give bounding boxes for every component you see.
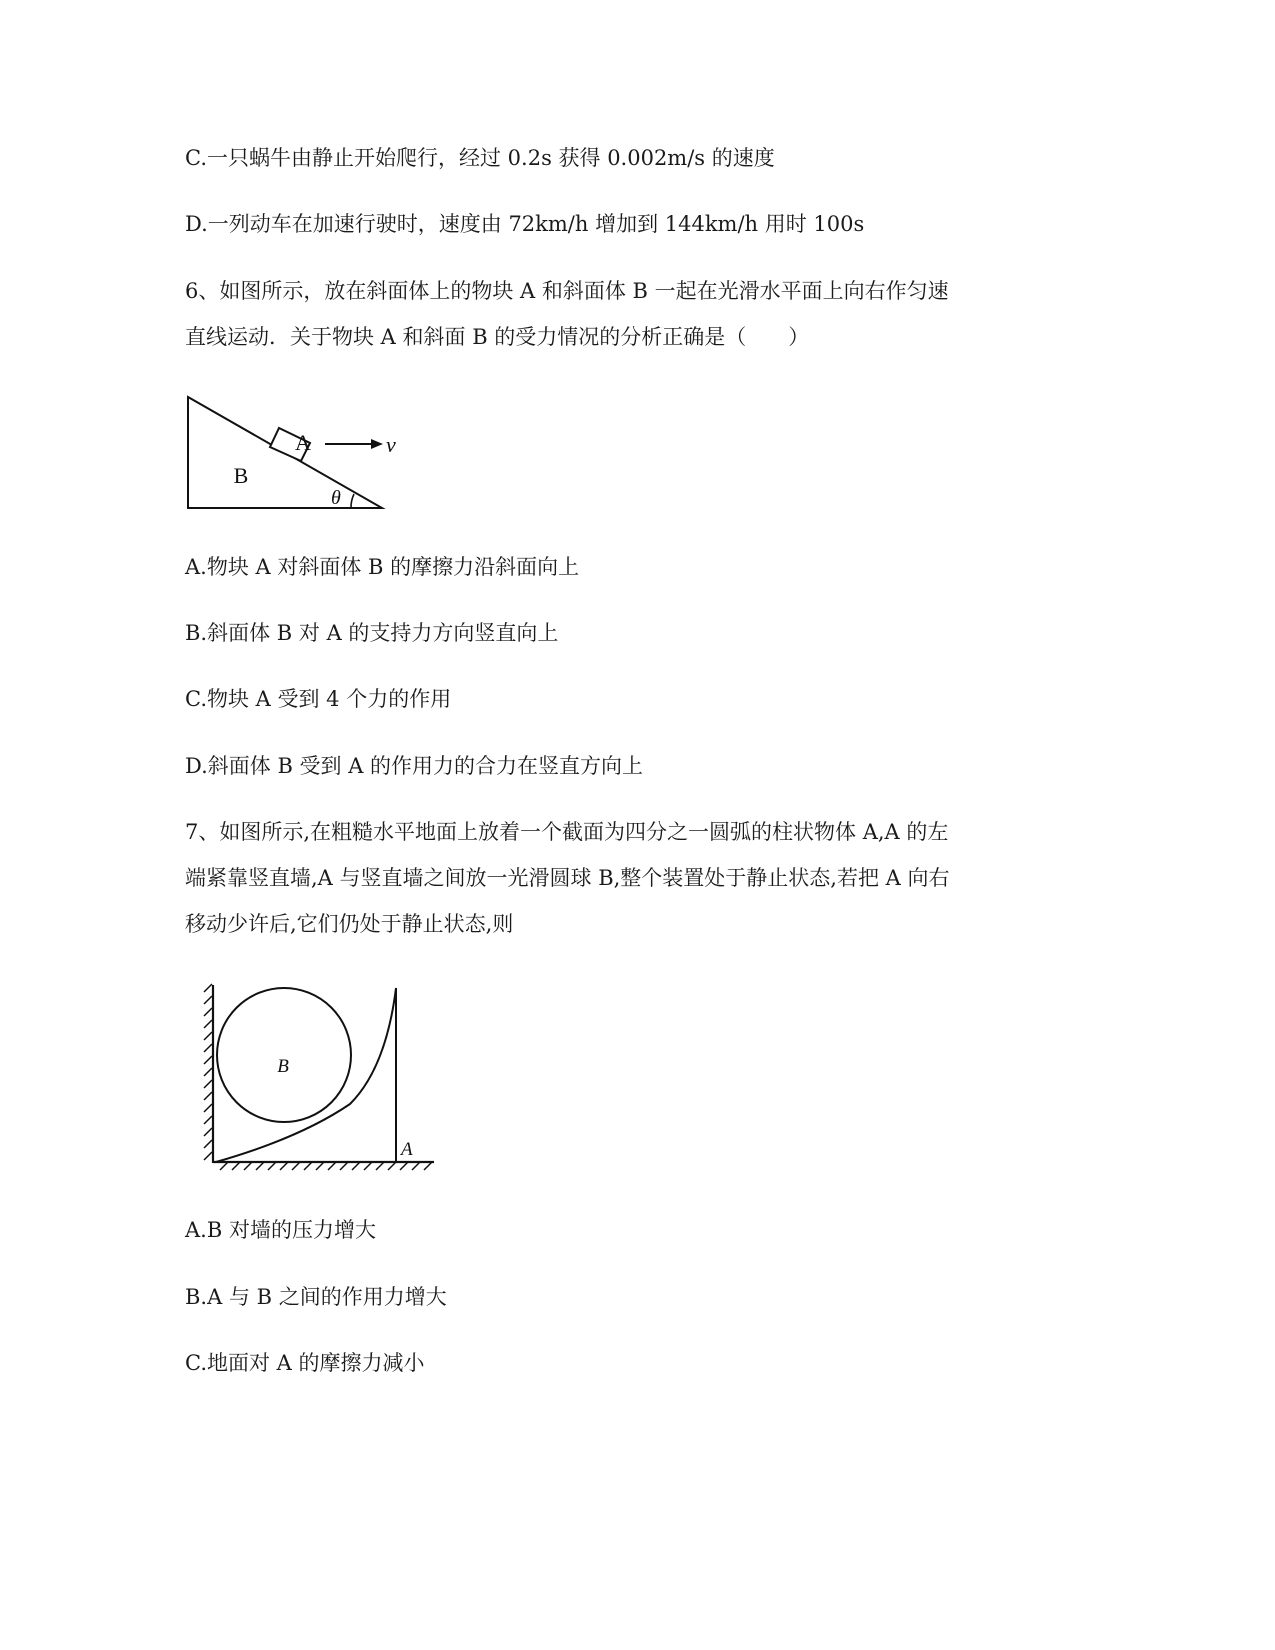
velocity-arrowhead bbox=[371, 439, 383, 449]
q6-figure-incline bbox=[180, 390, 410, 515]
q7-stem-line-2: 端紧靠竖直墙,A 与竖直墙之间放一光滑圆球 B,整个装置处于静止状态,若把 A 向右 bbox=[185, 866, 950, 890]
q5-option-d: D.一列动车在加速行驶时，速度由 72km/h 增加到 144km/h 用时 100s bbox=[185, 212, 865, 236]
q6-option-d: D.斜面体 B 受到 A 的作用力的合力在竖直方向上 bbox=[185, 754, 644, 778]
q6-option-a: A.物块 A 对斜面体 B 的摩擦力沿斜面向上 bbox=[185, 555, 580, 579]
q6-stem-line-1: 6、如图所示，放在斜面体上的物块 A 和斜面体 B 一起在光滑水平面上向右作匀速 bbox=[185, 279, 949, 303]
ball-b bbox=[217, 988, 351, 1122]
wedge-b-label: B bbox=[233, 463, 249, 488]
q7-stem-line-1: 7、如图所示,在粗糙水平地面上放着一个截面为四分之一圆弧的柱状物体 A,A 的左 bbox=[185, 820, 949, 844]
q6-option-b: B.斜面体 B 对 A 的支持力方向竖直向上 bbox=[185, 621, 559, 645]
ball-b-label: B bbox=[277, 1056, 289, 1077]
velocity-label: v bbox=[386, 432, 396, 457]
angle-label: θ bbox=[331, 487, 341, 509]
block-a-label: A bbox=[401, 1139, 413, 1160]
q6-stem-line-2: 直线运动．关于物块 A 和斜面 B 的受力情况的分析正确是（ ） bbox=[185, 325, 810, 349]
q7-option-b: B.A 与 B 之间的作用力增大 bbox=[185, 1285, 447, 1309]
angle-arc bbox=[351, 494, 354, 508]
q7-option-c: C.地面对 A 的摩擦力减小 bbox=[185, 1351, 425, 1375]
ground-hatching bbox=[220, 1162, 432, 1170]
arc-body-a bbox=[216, 988, 396, 1162]
q7-figure-wall-ball bbox=[200, 980, 445, 1175]
q6-option-c: C.物块 A 受到 4 个力的作用 bbox=[185, 687, 452, 711]
block-a-label: A bbox=[295, 430, 311, 455]
q5-option-c: C.一只蜗牛由静止开始爬行，经过 0.2s 获得 0.002m/s 的速度 bbox=[185, 146, 775, 170]
q7-option-a: A.B 对墙的压力增大 bbox=[185, 1218, 376, 1242]
wall-hatching bbox=[204, 984, 212, 1160]
q7-stem-line-3: 移动少许后,它们仍处于静止状态,则 bbox=[185, 912, 514, 936]
